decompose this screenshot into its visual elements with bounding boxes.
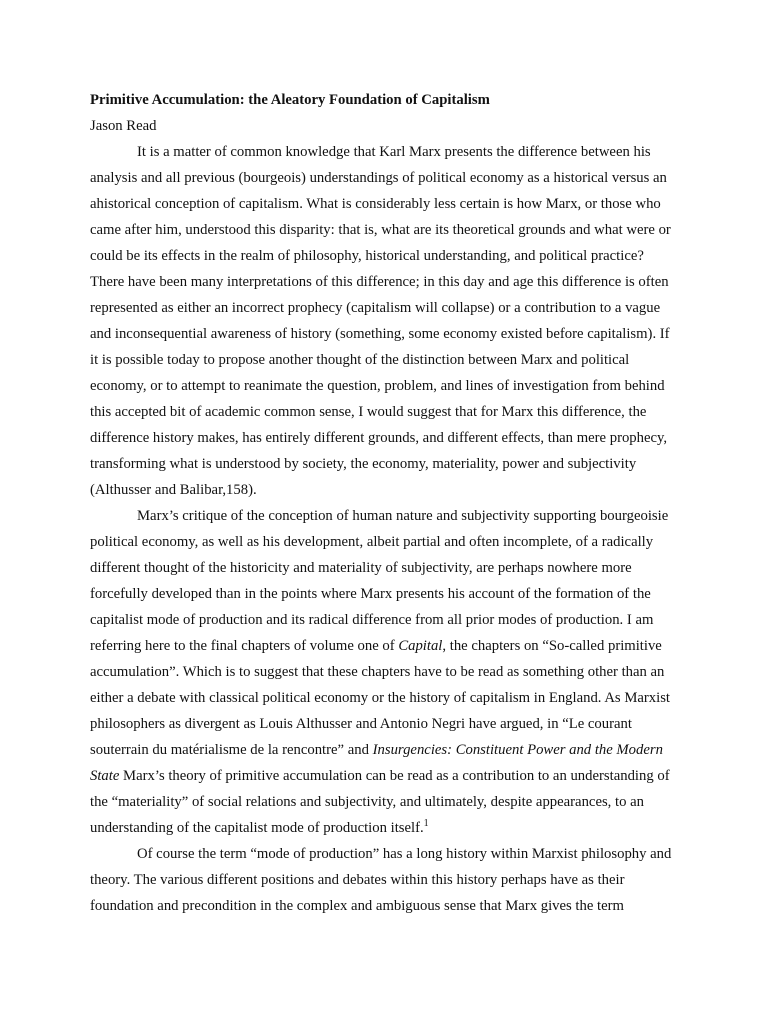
- paragraph-2-text-a: Marx’s critique of the conception of human nature and subjectivity supporting bourgeoisie political economy, as well as his development, albeit partial and often incomplete, of a radically different thought of the historicity and materiality of subjectivity, are perhaps nowhere more forcefully developed than in the points where Marx presents his account of the formation of the capitalist mode of production and its radical difference from all prior modes of production. I am referring here to the final chapters of volume one of: [90, 508, 669, 654]
- document-title: Primitive Accumulation: the Aleatory Foundation of Capitalism: [90, 92, 490, 108]
- paragraph-2: [90, 503, 678, 841]
- footnote-marker[interactable]: 1: [423, 818, 429, 830]
- paragraph-3: Of course the term “mode of production” has a long history within Marxist philosophy and theory. The various different positions and debates within this history perhaps have as their foundation and precondition in the complex and ambiguous sense that Marx gives the term: [90, 846, 672, 914]
- document-author: Jason Read: [90, 118, 157, 134]
- paragraph-1: It is a matter of common knowledge that Karl Marx presents the difference between his analysis and all previous (bourgeois) understandings of political economy as a historical versus an ahistorical conception of capitalism. What is considerably less certain is how Marx, or those who came after him, understood this disparity: that is, what are its theoretical grounds and what were or could be its effects in the realm of philosophy, historical understanding, and political practice? There have been many interpretations of this difference; in this day and age this difference is often represented as either an incorrect prophecy (capitalism will collapse) or a contribution to a vague and inconsequential awareness of history (something, some economy existed before capitalism). If it is possible today to propose another thought of the distinction between Marx and political economy, or to attempt to reanimate the question, problem, and lines of investigation from behind this accepted bit of academic common sense, I would suggest that for Marx this difference, the difference history makes, has entirely different grounds, and different effects, than mere prophecy, transforming what is understood by society, the economy, materiality, power and subjectivity (Althusser and Balibar,158).: [90, 144, 671, 498]
- insurgencies-title: Insurgencies: Constituent Power and the Modern State: [90, 742, 663, 784]
- capital-title: Capital: [398, 638, 443, 654]
- paragraph-2-text-b: , the chapters on “So-called primitive accumulation”. Which is to suggest that these chapters have to be read as something other than an either a debate with classical political economy or the history of capitalism in England. As Marxist philosophers as divergent as Louis Althusser and Antonio Negri have argued, in “Le courant souterrain du matérialisme de la rencontre” and: [90, 638, 671, 758]
- paragraph-2-text-c: Marx’s theory of primitive accumulation can be read as a contribution to an understanding of the “materiality” of social relations and subjectivity, and ultimately, despite appearances, to an understanding of the capitalist mode of production itself.: [90, 768, 670, 836]
